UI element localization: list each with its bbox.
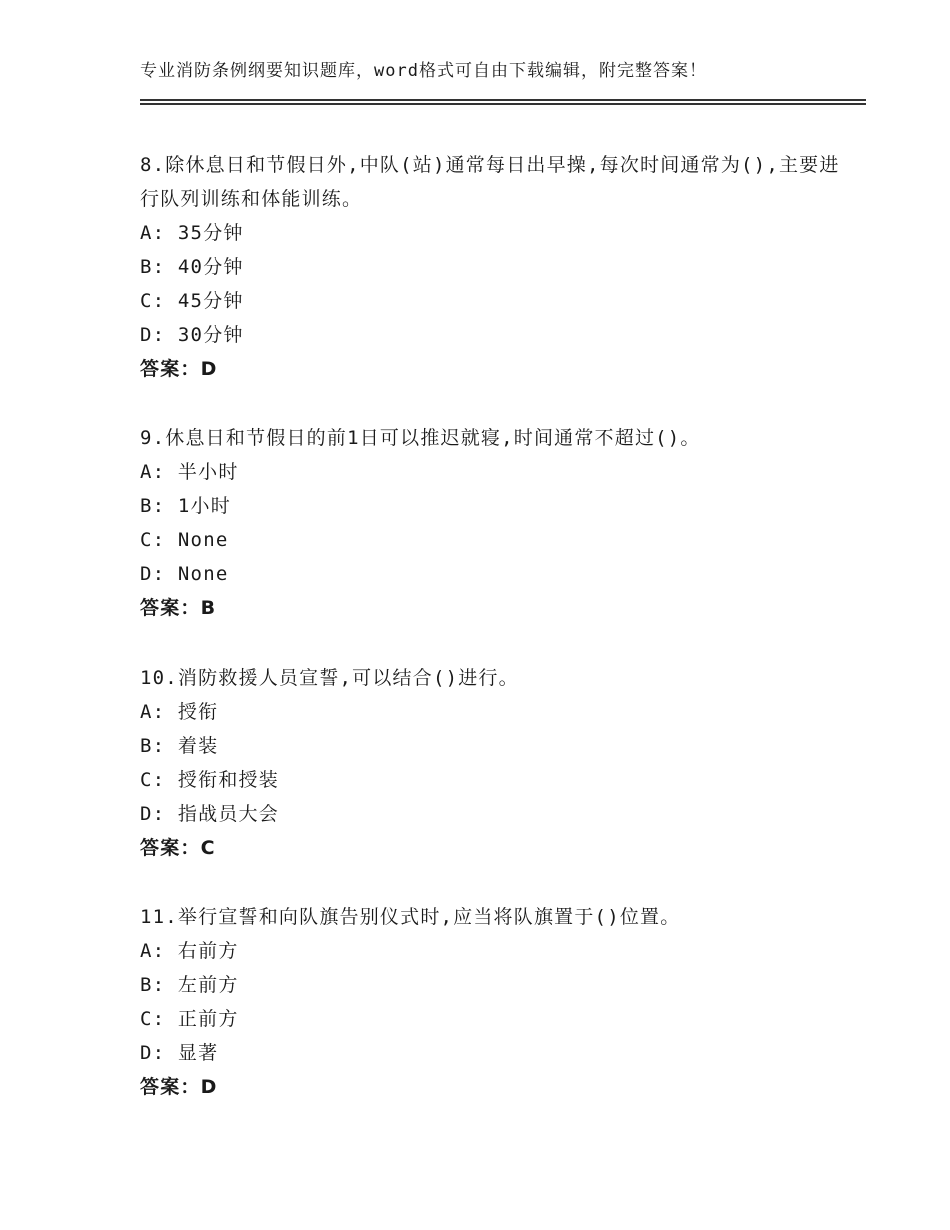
option-c: C: None xyxy=(140,529,229,551)
question-11 xyxy=(140,900,840,1104)
header-rule-bottom xyxy=(140,103,866,105)
option-b: B: 40分钟 xyxy=(140,256,244,278)
question-text: 8.除休息日和节假日外,中队(站)通常每日出早操,每次时间通常为(),主要进行队列训练和体能训练。 xyxy=(140,154,840,210)
option-a: A: 授衔 xyxy=(140,701,219,723)
question-8 xyxy=(140,148,840,386)
question-text: 10.消防救援人员宣誓,可以结合()进行。 xyxy=(140,667,519,689)
answer: 答案：B xyxy=(140,597,217,619)
option-a: A: 35分钟 xyxy=(140,222,244,244)
option-c: C: 正前方 xyxy=(140,1008,239,1030)
option-d: D: None xyxy=(140,563,229,585)
option-d: D: 显著 xyxy=(140,1042,219,1064)
option-c: C: 授衔和授装 xyxy=(140,769,279,791)
option-b: B: 着装 xyxy=(140,735,219,757)
answer: 答案：C xyxy=(140,837,216,859)
option-b: B: 左前方 xyxy=(140,974,239,996)
option-a: A: 半小时 xyxy=(140,461,239,483)
option-a: A: 右前方 xyxy=(140,940,239,962)
header-rule-top xyxy=(140,99,866,101)
question-text: 9.休息日和节假日的前1日可以推迟就寝,时间通常不超过()。 xyxy=(140,427,701,449)
option-d: D: 指战员大会 xyxy=(140,803,279,825)
question-9 xyxy=(140,421,840,625)
answer: 答案：D xyxy=(140,358,218,380)
option-b: B: 1小时 xyxy=(140,495,231,517)
option-d: D: 30分钟 xyxy=(140,324,244,346)
question-text: 11.举行宣誓和向队旗告别仪式时,应当将队旗置于()位置。 xyxy=(140,906,681,928)
question-10 xyxy=(140,661,840,865)
document-header: 专业消防条例纲要知识题库，word格式可自由下载编辑，附完整答案！ xyxy=(140,61,707,81)
answer: 答案：D xyxy=(140,1076,218,1098)
option-c: C: 45分钟 xyxy=(140,290,244,312)
